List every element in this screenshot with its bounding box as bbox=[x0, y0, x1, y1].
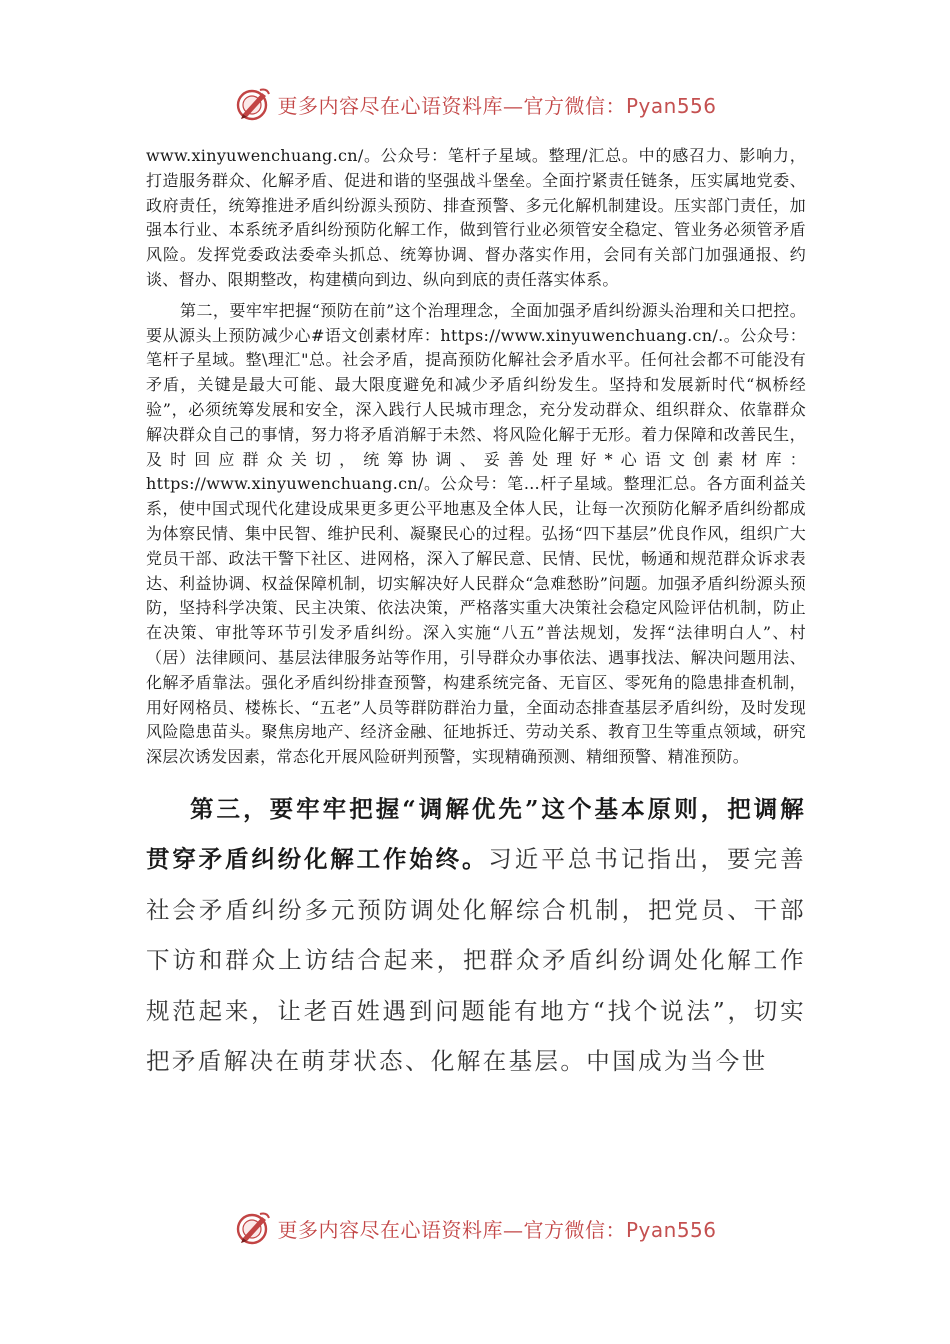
header-banner bbox=[0, 82, 950, 126]
banner-text: 更多内容尽在心语资料库—官方微信：Pyan556 bbox=[277, 1217, 717, 1242]
pen-seal-logo-icon bbox=[233, 1208, 273, 1248]
paragraph-3-heading: 第三，要牢牢把握“调解优先”这个基本原则，把调解贯穿矛盾纠纷化解工作始终。 bbox=[146, 794, 806, 874]
footer-banner bbox=[0, 1206, 950, 1250]
paragraph-2: 第二，要牢牢把握“预防在前”这个治理理念，全面加强矛盾纠纷源头治理和关口把控。要从源头上预防减少心#语文创素材库：https://www.xinyuwenchuang.cn/.。公众号：笔杆子星域。整\理汇"总。社会矛盾，提高预防化解社会矛盾水平。任何社会都不可能没有矛盾，关键是最大可能、最大限度避免和减少矛盾纠纷发生。坚持和发展新时代“枫桥经验”，必须统筹发展和安全，深入践行人民城市理念，充分发动群众、组织群众、依靠群众解决群众自己的事情，努力将矛盾消解于未然、将风险化解于无形。着力保障和改善民生，及时回应群众关切，统筹协调、妥善处理好*心语文创素材库：https://www.xinyuwenchuang.cn/。公众号：笔…杆子星域。整理汇总。各方面利益关系，使中国式现代化建设成果更多更公平地惠及全体人民，让每一次预防化解矛盾纠纷都成为体察民情、集中民智、维护民利、凝聚民心的过程。弘扬“四下基层”优良作风，组织广大党员干部、政法干警下社区、进网格，深入了解民意、民情、民忧，畅通和规范群众诉求表达、利益协调、权益保障机制，切实解决好人民群众“急难愁盼”问题。加强矛盾纠纷源头预防，坚持科学决策、民主决策、依法决策，严格落实重大决策社会稳定风险评估机制，防止在决策、审批等环节引发矛盾纠纷。深入实施“八五”普法规划，发挥“法律明白人”、村（居）法律顾问、基层法律服务站等作用，引导群众办事依法、遇事找法、解决问题用法、化解矛盾靠法。强化矛盾纠纷排查预警，构建系统完备、无盲区、零死角的隐患排查机制，用好网格员、楼栋长、“五老”人员等群防群治力量，全面动态排查基层矛盾纠纷，及时发现风险隐患苗头。聚焦房地产、经济金融、征地拆迁、劳动关系、教育卫生等重点领域，研究深层次诱发因素，常态化开展风险研判预警，实现精确预测、精细预警、精准预防。 bbox=[146, 300, 806, 767]
wechat-id: Pyan556 bbox=[625, 1217, 717, 1242]
wechat-id: Pyan556 bbox=[625, 93, 717, 118]
paragraph-3-text: 习近平总书记指出，要完善社会矛盾纠纷多元预防调处化解综合机制，把党员、干部下访和群众上访结合起来，把群众矛盾纠纷调处化解工作规范起来，让老百姓遇到问题能有地方“找个说法”，切实把矛盾解决在萌芽状态、化解在基层。中国成为当今世 bbox=[146, 845, 806, 1076]
paragraph-3 bbox=[146, 784, 806, 1087]
banner-text: 更多内容尽在心语资料库—官方微信：Pyan556 bbox=[277, 93, 717, 118]
document-body bbox=[146, 144, 806, 1087]
paragraph-1: www.xinyuwenchuang.cn/。公众号：笔杆子星域。整理/汇总。中的感召力、影响力，打造服务群众、化解矛盾、促进和谐的坚强战斗堡垒。全面拧紧责任链条，压实属地党委、政府责任，统筹推进矛盾纠纷源头预防、排查预警、多元化解机制建设。压实部门责任，加强本行业、本系统矛盾纠纷预防化解工作，做到管行业必须管安全稳定、管业务必须管矛盾风险。发挥党委政法委牵头抓总、统筹协调、督办落实作用，会同有关部门加强通报、约谈、督办、限期整改，构建横向到边、纵向到底的责任落实体系。 bbox=[146, 146, 806, 289]
pen-seal-logo-icon bbox=[233, 84, 273, 124]
